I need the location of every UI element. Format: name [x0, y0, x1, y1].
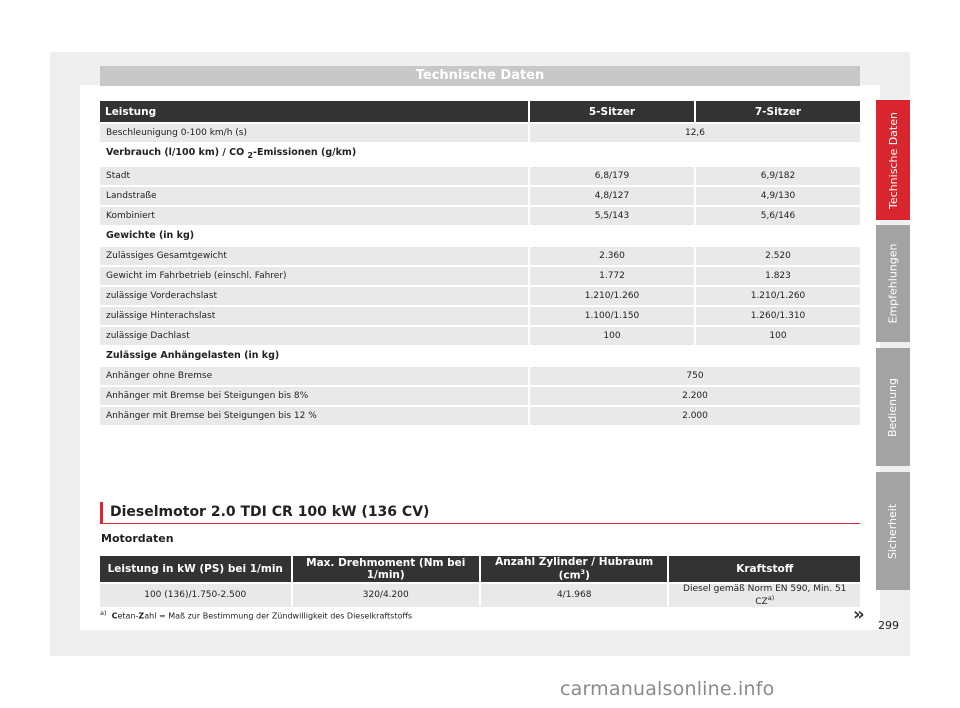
cell-kraftstoff: Diesel gemäß Norm EN 590, Min. 51 CZ$^{a)}$ [669, 584, 860, 607]
column-header-5-sitzer: 5-Sitzer [530, 101, 694, 122]
row-label: Stadt [100, 167, 528, 185]
column-header-leistung: Leistung in kW (PS) bei 1/min [100, 556, 291, 582]
page-title: Technische Daten [100, 66, 860, 86]
row-value-5: 1.210/1.260 [530, 287, 694, 305]
side-tab-empfehlungen[interactable]: Empfehlungen [876, 225, 910, 342]
row-value-7: 4,9/130 [696, 187, 860, 205]
table-row [100, 367, 860, 385]
row-value-7: 6,9/182 [696, 167, 860, 185]
table-row [100, 247, 860, 265]
row-value-5: 4,8/127 [530, 187, 694, 205]
table-row [100, 307, 860, 325]
row-label: Anhänger mit Bremse bei Steigungen bis 12 % [100, 407, 528, 425]
row-label: Kombiniert [100, 207, 528, 225]
row-label: zulässige Vorderachslast [100, 287, 528, 305]
table-row [100, 207, 860, 225]
section-label-verbrauch: Verbrauch (l/100 km) / CO $_2$-Emissionen (g/km) [100, 144, 860, 165]
table-header-row [100, 101, 860, 122]
row-label: zulässige Dachlast [100, 327, 528, 345]
row-label: Anhänger mit Bremse bei Steigungen bis 8% [100, 387, 528, 405]
row-label: zulässige Hinterachslast [100, 307, 528, 325]
row-value-5: 2.360 [530, 247, 694, 265]
column-header-leistung: Leistung [100, 101, 528, 122]
row-label: Landstraße [100, 187, 528, 205]
watermark: carmanualsonline.info [560, 678, 775, 700]
cell-zylinder-hubraum: 4/1.968 [481, 584, 667, 607]
row-value-7: 1.210/1.260 [696, 287, 860, 305]
row-value-5: 1.100/1.150 [530, 307, 694, 325]
row-value: 12,6 [530, 124, 860, 142]
table-row [100, 124, 860, 142]
section-row [100, 347, 860, 365]
table-header-row [100, 556, 860, 582]
row-value: 750 [530, 367, 860, 385]
side-tab-bedienung[interactable]: Bedienung [876, 348, 910, 466]
table-row [100, 167, 860, 185]
section-label-gewichte: Gewichte (in kg) [100, 227, 860, 245]
row-value-7: 100 [696, 327, 860, 345]
row-label: Gewicht im Fahrbetrieb (einschl. Fahrer) [100, 267, 528, 285]
row-value-5: 5,5/143 [530, 207, 694, 225]
side-tab-sicherheit[interactable]: Sicherheit [876, 472, 910, 590]
row-value-7: 5,6/146 [696, 207, 860, 225]
section-row [100, 144, 860, 165]
column-header-kraftstoff: Kraftstoff [669, 556, 860, 582]
row-value-5: 100 [530, 327, 694, 345]
table-row [100, 187, 860, 205]
cell-drehmoment: 320/4.200 [293, 584, 479, 607]
continue-arrow-icon: » [853, 604, 865, 625]
section-row [100, 227, 860, 245]
row-label: Zulässiges Gesamtgewicht [100, 247, 528, 265]
section-heading-dieselmotor: Dieselmotor 2.0 TDI CR 100 kW (136 CV) [100, 502, 860, 524]
table-row [100, 287, 860, 305]
table-row [100, 407, 860, 425]
table-row [100, 387, 860, 405]
row-value-7: 1.823 [696, 267, 860, 285]
row-value: 2.000 [530, 407, 860, 425]
column-header-zylinder-hubraum: Anzahl Zylinder / Hubraum $(cm^3)$ [481, 556, 667, 582]
cell-leistung: 100 (136)/1.750-2.500 [100, 584, 291, 607]
row-label: Beschleunigung 0-100 km/h (s) [100, 124, 528, 142]
footnote: $^{a)}$ Cetan-Zahl = Maß zur Bestimmung der Zündwilligkeit des Dieselkraftstoffs [100, 609, 413, 621]
column-header-drehmoment: Max. Drehmoment (Nm bei 1/min) [293, 556, 479, 582]
section-label-anhaengelasten: Zulässige Anhängelasten (in kg) [100, 347, 860, 365]
row-value-7: 1.260/1.310 [696, 307, 860, 325]
row-value-5: 1.772 [530, 267, 694, 285]
column-header-7-sitzer: 7-Sitzer [696, 101, 860, 122]
row-label: Anhänger ohne Bremse [100, 367, 528, 385]
row-value-5: 6,8/179 [530, 167, 694, 185]
table-row [100, 267, 860, 285]
engine-data-table [98, 554, 862, 609]
page-number: 299 [878, 619, 899, 632]
row-value-7: 2.520 [696, 247, 860, 265]
table-row [100, 584, 860, 607]
subheading-motordaten: Motordaten [101, 532, 174, 545]
technical-data-table [98, 99, 862, 427]
row-value: 2.200 [530, 387, 860, 405]
side-tab-technische-daten[interactable]: Technische Daten [876, 100, 910, 220]
table-row [100, 327, 860, 345]
